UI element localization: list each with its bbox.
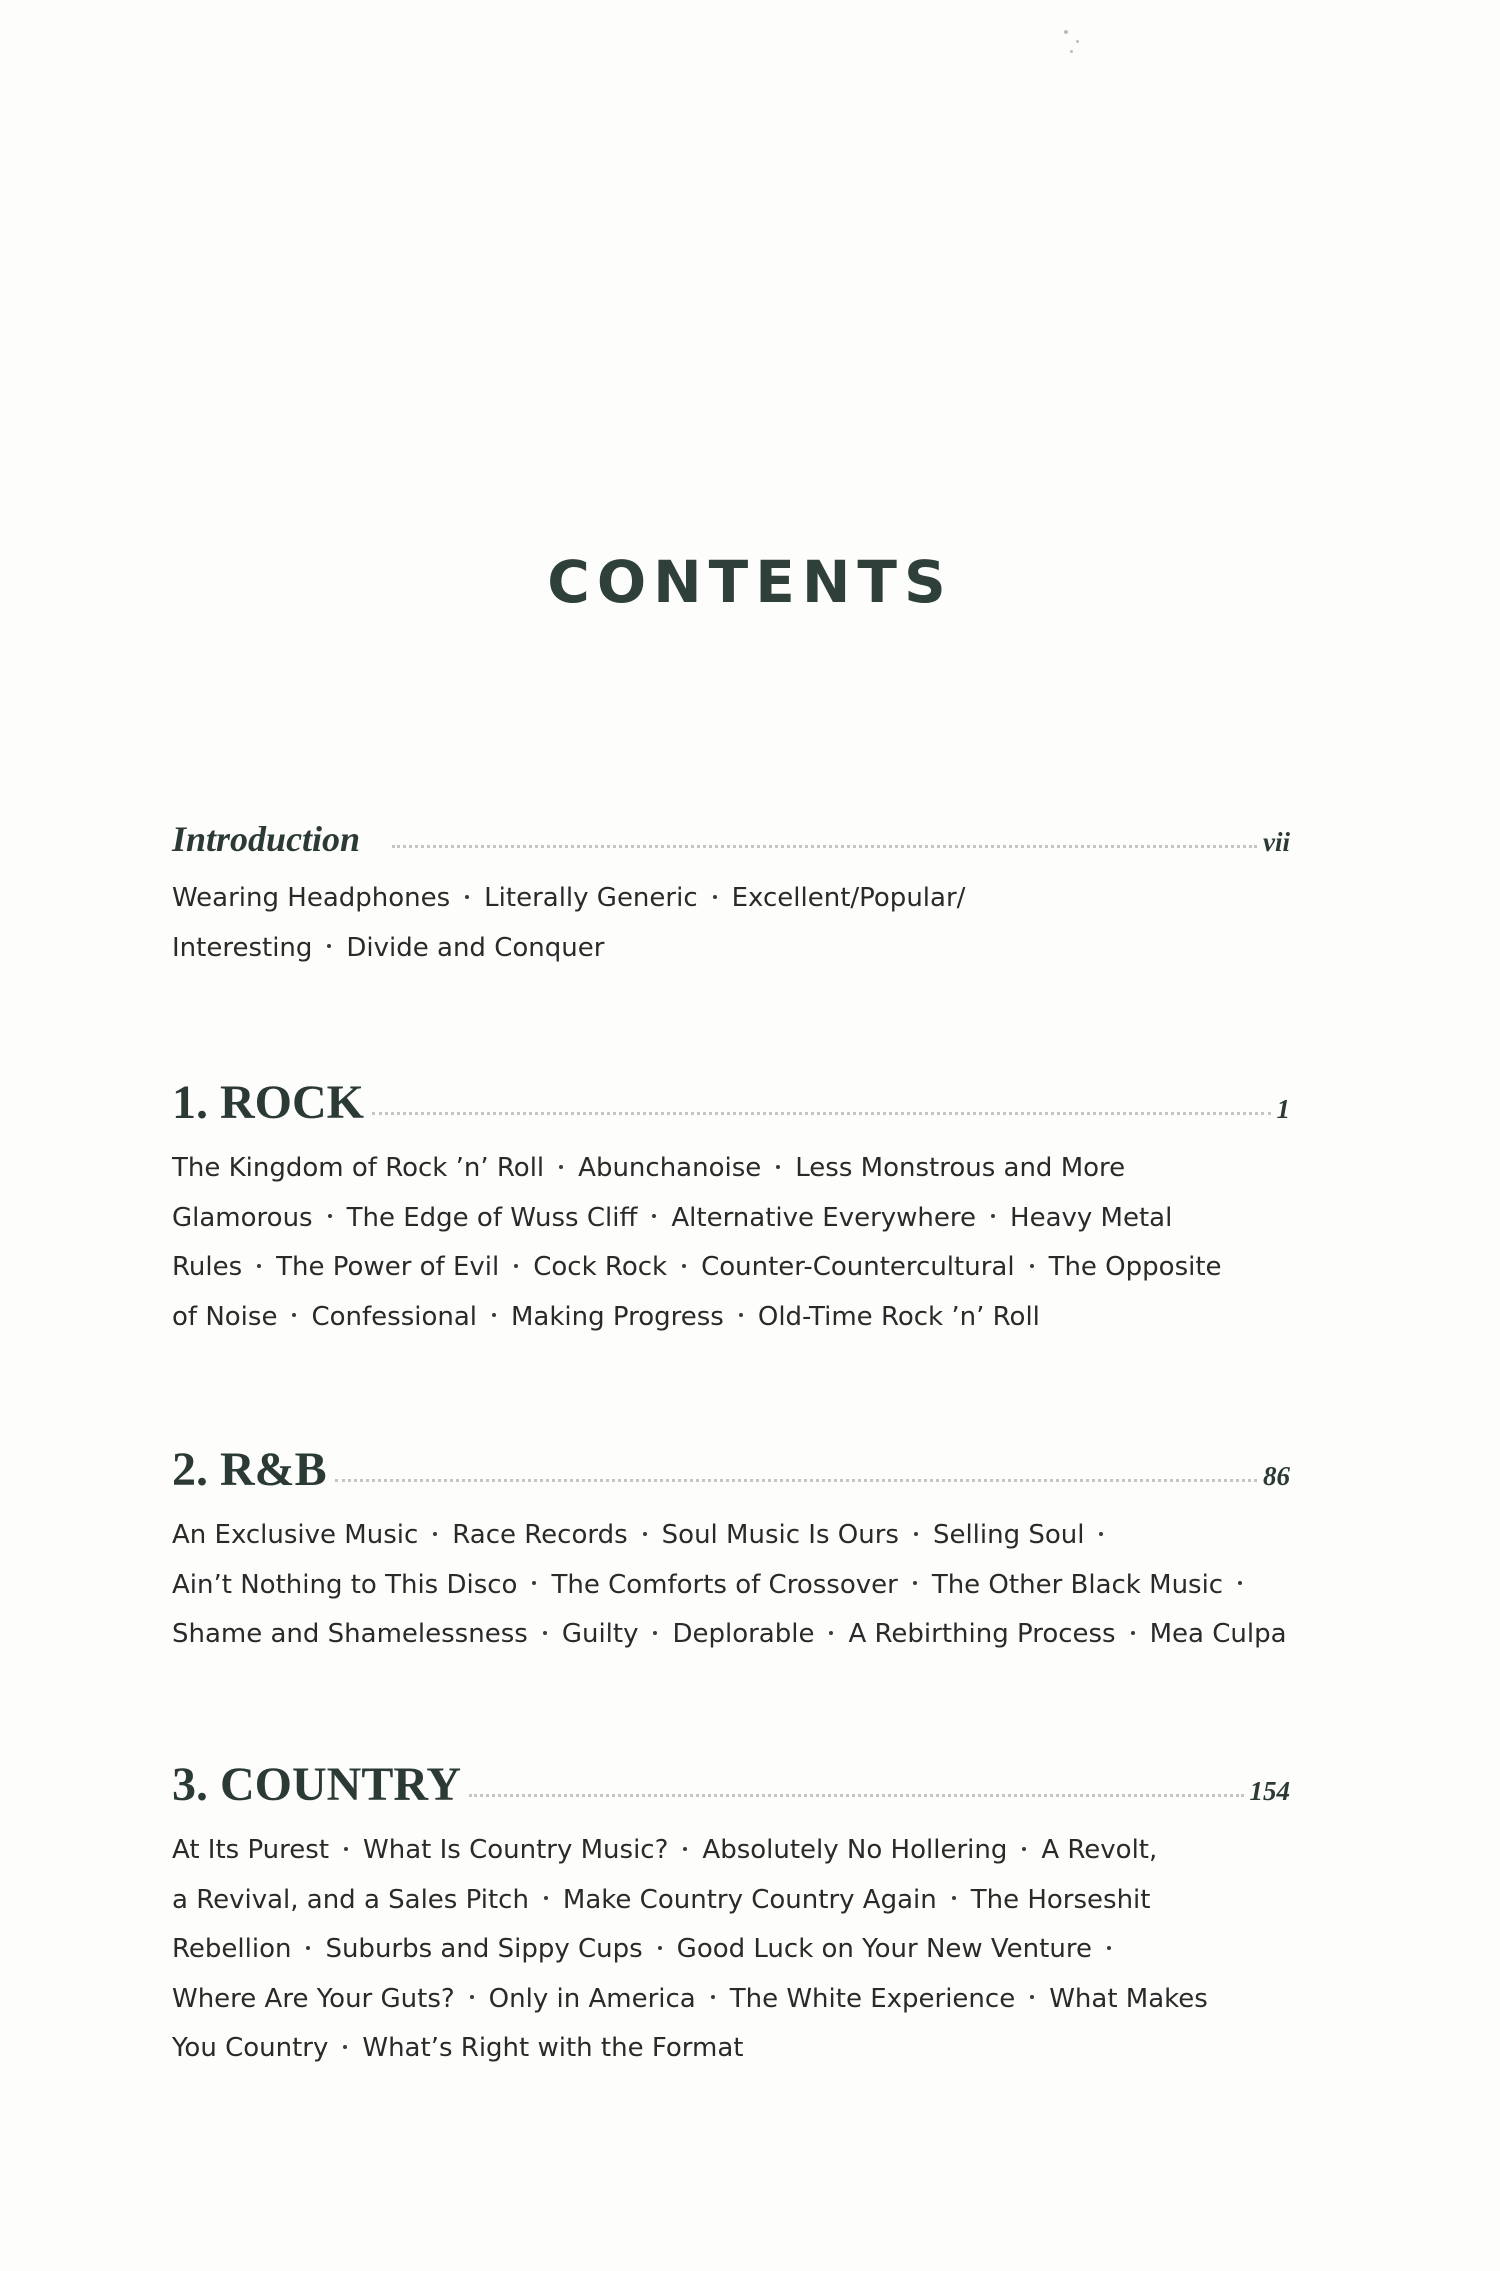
toc-section-rock xyxy=(172,1075,1290,1342)
subtopic: Wearing Headphones xyxy=(172,883,451,913)
chapter-title: 3. COUNTRY xyxy=(172,1758,461,1811)
chapter-title: 2. R&B xyxy=(172,1443,327,1496)
subtopic-line xyxy=(172,874,1290,924)
bullet-separator xyxy=(1107,1946,1111,1950)
chapter-title: 1. ROCK xyxy=(172,1076,364,1129)
bullet-separator xyxy=(257,1264,261,1268)
toc-heading-row[interactable] xyxy=(172,818,1290,860)
subtopic: Cock Rock xyxy=(533,1252,668,1282)
subtopic-line xyxy=(172,1194,1290,1244)
bullet-separator xyxy=(343,2045,347,2049)
dot-leader xyxy=(469,1794,1244,1797)
bullet-separator xyxy=(1238,1581,1242,1585)
bullet-separator xyxy=(914,1532,918,1536)
bullet-separator xyxy=(306,1946,310,1950)
bullet-separator xyxy=(543,1631,547,1635)
dot-leader xyxy=(335,1479,1257,1482)
bullet-separator xyxy=(682,1264,686,1268)
page-number: vii xyxy=(1263,827,1290,857)
bullet-separator xyxy=(653,1631,657,1635)
subtopic: Making Progress xyxy=(511,1301,724,1332)
subtopic-line xyxy=(172,1876,1290,1926)
toc-section-country xyxy=(172,1757,1290,2074)
bullet-separator xyxy=(1099,1532,1103,1536)
subtopic: What Makes xyxy=(1049,1983,1208,2014)
bullet-separator xyxy=(991,1214,995,1218)
subtopic: Suburbs and Sippy Cups xyxy=(325,1934,643,1964)
subtopic: Excellent/Popular/ xyxy=(731,883,966,913)
bullet-separator xyxy=(559,1165,563,1169)
subtopic-list xyxy=(172,1826,1290,2074)
bullet-separator xyxy=(328,1214,332,1218)
bullet-separator xyxy=(952,1896,956,1900)
bullet-separator xyxy=(711,1995,715,1999)
toc-section-rnb xyxy=(172,1442,1290,1660)
subtopic: Make Country Country Again xyxy=(562,1884,937,1915)
subtopic: What Is Country Music? xyxy=(363,1835,669,1865)
bullet-separator xyxy=(1022,1847,1026,1851)
toc-heading-row[interactable] xyxy=(172,1757,1290,1812)
subtopic: A Rebirthing Process xyxy=(848,1619,1116,1649)
bullet-separator xyxy=(1030,1264,1034,1268)
bullet-separator xyxy=(292,1313,296,1317)
subtopic: A Revolt, xyxy=(1041,1835,1158,1865)
subtopic-line xyxy=(172,1561,1290,1611)
subtopic: Shame and Shamelessness xyxy=(172,1619,528,1649)
bullet-separator xyxy=(344,1847,348,1851)
subtopic: Ain’t Nothing to This Disco xyxy=(172,1569,518,1600)
subtopic: Deplorable xyxy=(672,1619,815,1649)
subtopic-line xyxy=(172,1293,1290,1343)
bullet-separator xyxy=(913,1581,917,1585)
bullet-separator xyxy=(658,1946,662,1950)
subtopic: Heavy Metal xyxy=(1010,1202,1173,1233)
subtopic: Mea Culpa xyxy=(1149,1619,1287,1649)
subtopic-list xyxy=(172,1511,1290,1660)
subtopic: Literally Generic xyxy=(484,883,698,913)
bullet-separator xyxy=(739,1313,743,1317)
subtopic: Glamorous xyxy=(172,1202,313,1233)
subtopic: Rules xyxy=(172,1252,243,1282)
bullet-separator xyxy=(514,1264,518,1268)
bullet-separator xyxy=(1030,1995,1034,1999)
subtopic: Divide and Conquer xyxy=(346,932,605,963)
subtopic-line xyxy=(172,1975,1290,2025)
subtopic: The Horseshit xyxy=(970,1884,1151,1915)
subtopic-list xyxy=(172,874,1290,973)
subtopic-line xyxy=(172,1511,1290,1561)
paper-speck xyxy=(1070,50,1073,53)
subtopic: Absolutely No Hollering xyxy=(702,1835,1008,1865)
dot-leader xyxy=(372,1112,1271,1115)
subtopic: Where Are Your Guts? xyxy=(172,1983,455,2014)
subtopic: The Opposite xyxy=(1048,1252,1222,1282)
subtopic: At Its Purest xyxy=(172,1835,330,1865)
bullet-separator xyxy=(470,1995,474,1999)
subtopic: The White Experience xyxy=(729,1983,1016,2014)
subtopic: The Edge of Wuss Cliff xyxy=(346,1202,638,1233)
subtopic-line xyxy=(172,924,1290,974)
subtopic: Abunchanoise xyxy=(578,1153,762,1183)
bullet-separator xyxy=(532,1581,536,1585)
page-title: CONTENTS xyxy=(547,548,953,616)
subtopic-line xyxy=(172,1826,1290,1876)
subtopic-line xyxy=(172,1610,1290,1660)
subtopic: What’s Right with the Format xyxy=(362,2033,744,2063)
subtopic: Only in America xyxy=(488,1983,696,2014)
subtopic: Alternative Everywhere xyxy=(671,1202,977,1233)
paper-speck xyxy=(1064,30,1068,34)
subtopic-line xyxy=(172,2024,1290,2074)
subtopic: The Comforts of Crossover xyxy=(551,1569,898,1600)
subtopic: Soul Music Is Ours xyxy=(661,1520,899,1550)
toc-section-introduction xyxy=(172,818,1290,973)
subtopic: Selling Soul xyxy=(932,1520,1085,1550)
subtopic-list xyxy=(172,1144,1290,1342)
subtopic: The Other Black Music xyxy=(931,1569,1224,1600)
dot-leader xyxy=(392,845,1257,848)
toc-heading-row[interactable] xyxy=(172,1075,1290,1130)
subtopic: Confessional xyxy=(311,1301,477,1332)
bullet-separator xyxy=(776,1165,780,1169)
subtopic-line xyxy=(172,1925,1290,1975)
subtopic: The Power of Evil xyxy=(276,1252,500,1282)
bullet-separator xyxy=(327,944,331,948)
toc-heading-row[interactable] xyxy=(172,1442,1290,1497)
bullet-separator xyxy=(492,1313,496,1317)
subtopic: Old-Time Rock ’n’ Roll xyxy=(757,1301,1040,1332)
subtopic: Good Luck on Your New Venture xyxy=(676,1934,1092,1964)
subtopic: Guilty xyxy=(561,1619,639,1649)
bullet-separator xyxy=(643,1532,647,1536)
bullet-separator xyxy=(544,1896,548,1900)
subtopic: An Exclusive Music xyxy=(172,1520,419,1550)
bullet-separator xyxy=(683,1847,687,1851)
page-number: 154 xyxy=(1249,1776,1290,1806)
page-number: 1 xyxy=(1276,1094,1290,1124)
subtopic: Less Monstrous and More xyxy=(795,1153,1126,1183)
section-title: Introduction xyxy=(172,819,361,859)
subtopic: Interesting xyxy=(172,932,313,963)
subtopic-line xyxy=(172,1144,1290,1194)
subtopic: Race Records xyxy=(452,1520,628,1550)
bullet-separator xyxy=(829,1631,833,1635)
bullet-separator xyxy=(1131,1631,1135,1635)
subtopic: You Country xyxy=(172,2033,329,2063)
bullet-separator xyxy=(433,1532,437,1536)
bullet-separator xyxy=(652,1214,656,1218)
subtopic: Counter-Countercultural xyxy=(701,1252,1015,1282)
paper-speck xyxy=(1076,40,1079,43)
subtopic: Rebellion xyxy=(172,1934,292,1964)
bullet-separator xyxy=(713,895,717,899)
page-number: 86 xyxy=(1263,1461,1290,1491)
subtopic: of Noise xyxy=(172,1301,278,1332)
subtopic: The Kingdom of Rock ’n’ Roll xyxy=(172,1153,545,1183)
subtopic: a Revival, and a Sales Pitch xyxy=(172,1884,529,1915)
bullet-separator xyxy=(465,895,469,899)
subtopic-line xyxy=(172,1243,1290,1293)
